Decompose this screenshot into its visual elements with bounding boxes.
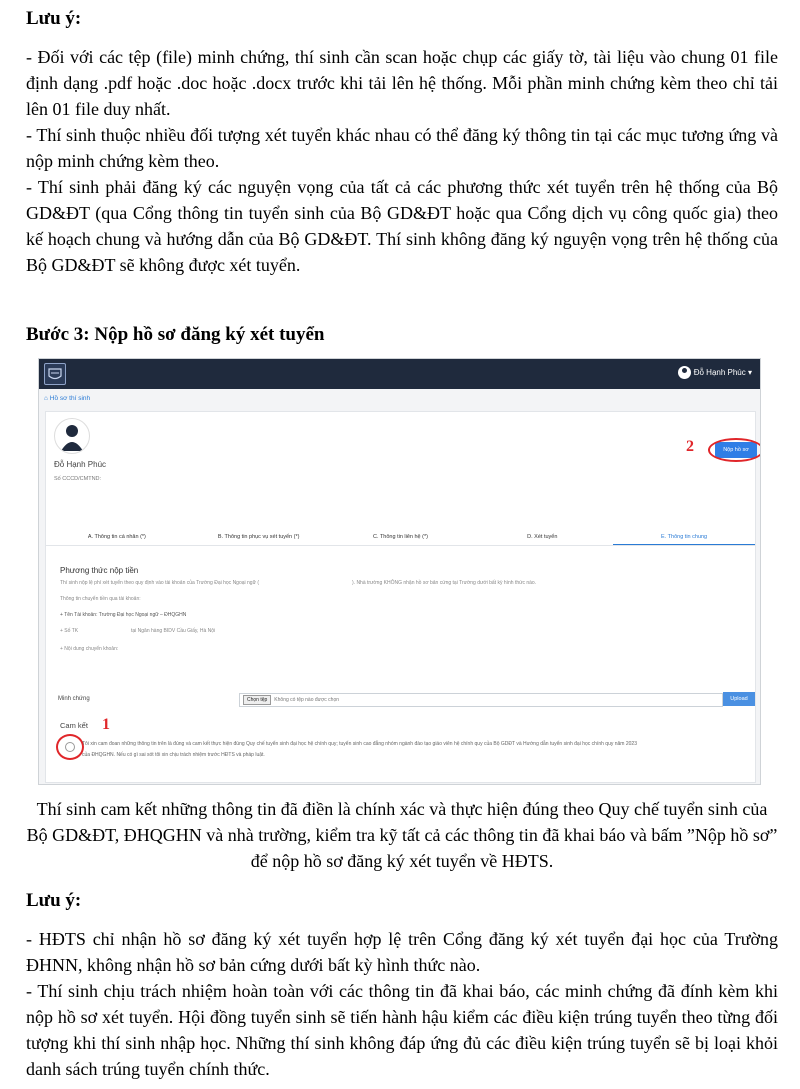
top-navbar [39, 359, 760, 389]
account-number-label: + Số TK [60, 628, 79, 634]
marker-number: 1 [102, 716, 110, 733]
tab-admission[interactable]: D. Xét tuyển [527, 534, 558, 540]
note-heading: Lưu ý: [26, 8, 82, 29]
tab-personal-info[interactable]: A. Thông tin cá nhân (*) [87, 534, 146, 540]
user-avatar-icon [678, 366, 691, 379]
note-item: - HĐTS chỉ nhận hồ sơ đăng ký xét tuyển hợp lệ trên Cổng đăng ký xét tuyển đại học của Trường ĐHNN, không nhận hồ sơ bản cứng dưới bất kỳ hình thức nào. [26, 929, 778, 975]
notes-list [26, 44, 778, 278]
highlight-circle [56, 734, 84, 760]
commitment-text-continued: của ĐHQGHN. Nếu có gì sai sót tôi xin chịu trách nhiệm trước HĐTS và pháp luật. [82, 752, 265, 758]
highlight-circle [708, 438, 761, 462]
instruction-text: Thí sinh cam kết những thông tin đã điền là chính xác và thực hiện đúng theo Quy chế tuyển sinh của Bộ GD&ĐT, ĐHQGHN và nhà trường, kiểm tra kỹ tất cả các thông tin đã khai báo và bấm ”Nộp hồ sơ” để nộp hồ sơ đăng ký xét tuyển về HĐTS. [26, 799, 778, 871]
upload-button[interactable]: Upload [723, 692, 755, 706]
profile-tabs [46, 529, 755, 546]
tab-admission-info[interactable]: B. Thông tin phục vụ xét tuyển (*) [217, 534, 300, 540]
notes-list [26, 926, 778, 1082]
note-item: - Thí sinh chịu trách nhiệm hoàn toàn với các thông tin đã khai báo, các minh chứng đã đính kèm khi nộp hồ sơ xét tuyển. Hội đồng tuyển sinh sẽ tiến hành hậu kiểm các điều kiện trúng tuyển theo từng đối tượng khi thí sinh nhập học. Những thí sinh không đáp ứng đủ các điều kiện trúng tuyển sẽ bị loại khỏi danh sách trúng tuyển chính thức. [26, 981, 778, 1079]
file-status: Không có tệp nào được chọn [274, 697, 340, 703]
payment-text: Thí sinh nộp lệ phí xét tuyển theo quy định vào tài khoản của Trường Đại học Ngoại ngữ ( [60, 580, 259, 586]
profile-card [45, 411, 756, 783]
avatar [54, 418, 90, 454]
home-icon: ⌂ [44, 395, 48, 402]
breadcrumb-label: Hồ sơ thí sinh [49, 395, 91, 402]
tab-contact-info[interactable]: C. Thông tin liên hệ (*) [373, 534, 428, 540]
payment-text-continued: ). Nhà trường KHÔNG nhận hồ sơ bản cứng tại Trường dưới bất kỳ hình thức nào. [352, 580, 537, 586]
breadcrumb[interactable] [44, 395, 90, 402]
university-logo-icon [44, 363, 66, 385]
section-title: Phương thức nộp tiền [60, 566, 139, 575]
step3-heading: Bước 3: Nộp hồ sơ đăng ký xét tuyển [26, 324, 325, 345]
account-bank: tại Ngân hàng BIDV Cầu Giấy, Hà Nội [131, 628, 216, 634]
transfer-content-label: + Nội dung chuyển khoản: [60, 646, 119, 652]
transfer-info-label: Thông tin chuyển tiền qua tài khoản: [60, 596, 141, 602]
commitment-title: Cam kết [60, 721, 88, 730]
portal-screenshot [38, 358, 761, 785]
user-menu-label: Đỗ Hạnh Phúc ▾ [693, 368, 752, 377]
file-input[interactable] [239, 693, 723, 707]
marker-number: 2 [686, 438, 694, 455]
profile-id-label: Số CCCD/CMTND: [54, 476, 102, 482]
evidence-label: Minh chứng [58, 696, 90, 702]
user-menu[interactable] [678, 366, 752, 379]
submit-application-button[interactable]: Nộp hồ sơ [715, 442, 757, 458]
note-item: - Thí sinh thuộc nhiều đối tượng xét tuyển khác nhau có thể đăng ký thông tin tại các mục tương ứng và nộp minh chứng kèm theo. [26, 125, 778, 171]
commitment-text: Tôi xin cam đoan những thông tin trên là đúng và cam kết thực hiện đúng Quy chế tuyển sinh đại học hệ chính quy; tuyển sinh cao đẳng nhóm ngành đào tạo giáo viên hệ chính quy của Bộ GDĐT và Hướng dẫn tuyển sinh đại học chính quy năm 2023 [82, 741, 637, 747]
note-item: - Đối với các tệp (file) minh chứng, thí sinh cần scan hoặc chụp các giấy tờ, tài liệu vào chung 01 file định dạng .pdf hoặc .doc hoặc .docx trước khi tải lên hệ thống. Mỗi phần minh chứng kèm theo chỉ tải lên 01 file duy nhất. [26, 47, 778, 119]
tab-general-info[interactable]: E. Thông tin chung [613, 529, 755, 545]
note-heading: Lưu ý: [26, 890, 82, 911]
note-item: - Thí sinh phải đăng ký các nguyện vọng của tất cả các phương thức xét tuyển trên hệ thống của Bộ GD&ĐT (qua Cổng thông tin tuyển sinh của Bộ GD&ĐT hoặc qua Cổng dịch vụ công quốc gia) theo kế hoạch chung và hướng dẫn của Bộ GD&ĐT. Thí sinh không đăng ký nguyện vọng trên hệ thống của Bộ GD&ĐT sẽ không được xét tuyển. [26, 177, 778, 275]
choose-file-button[interactable]: Chọn tệp [243, 695, 271, 705]
account-name: + Tên Tài khoản: Trường Đại học Ngoại ngữ – ĐHQGHN [60, 612, 187, 618]
profile-name: Đỗ Hạnh Phúc [54, 460, 107, 469]
